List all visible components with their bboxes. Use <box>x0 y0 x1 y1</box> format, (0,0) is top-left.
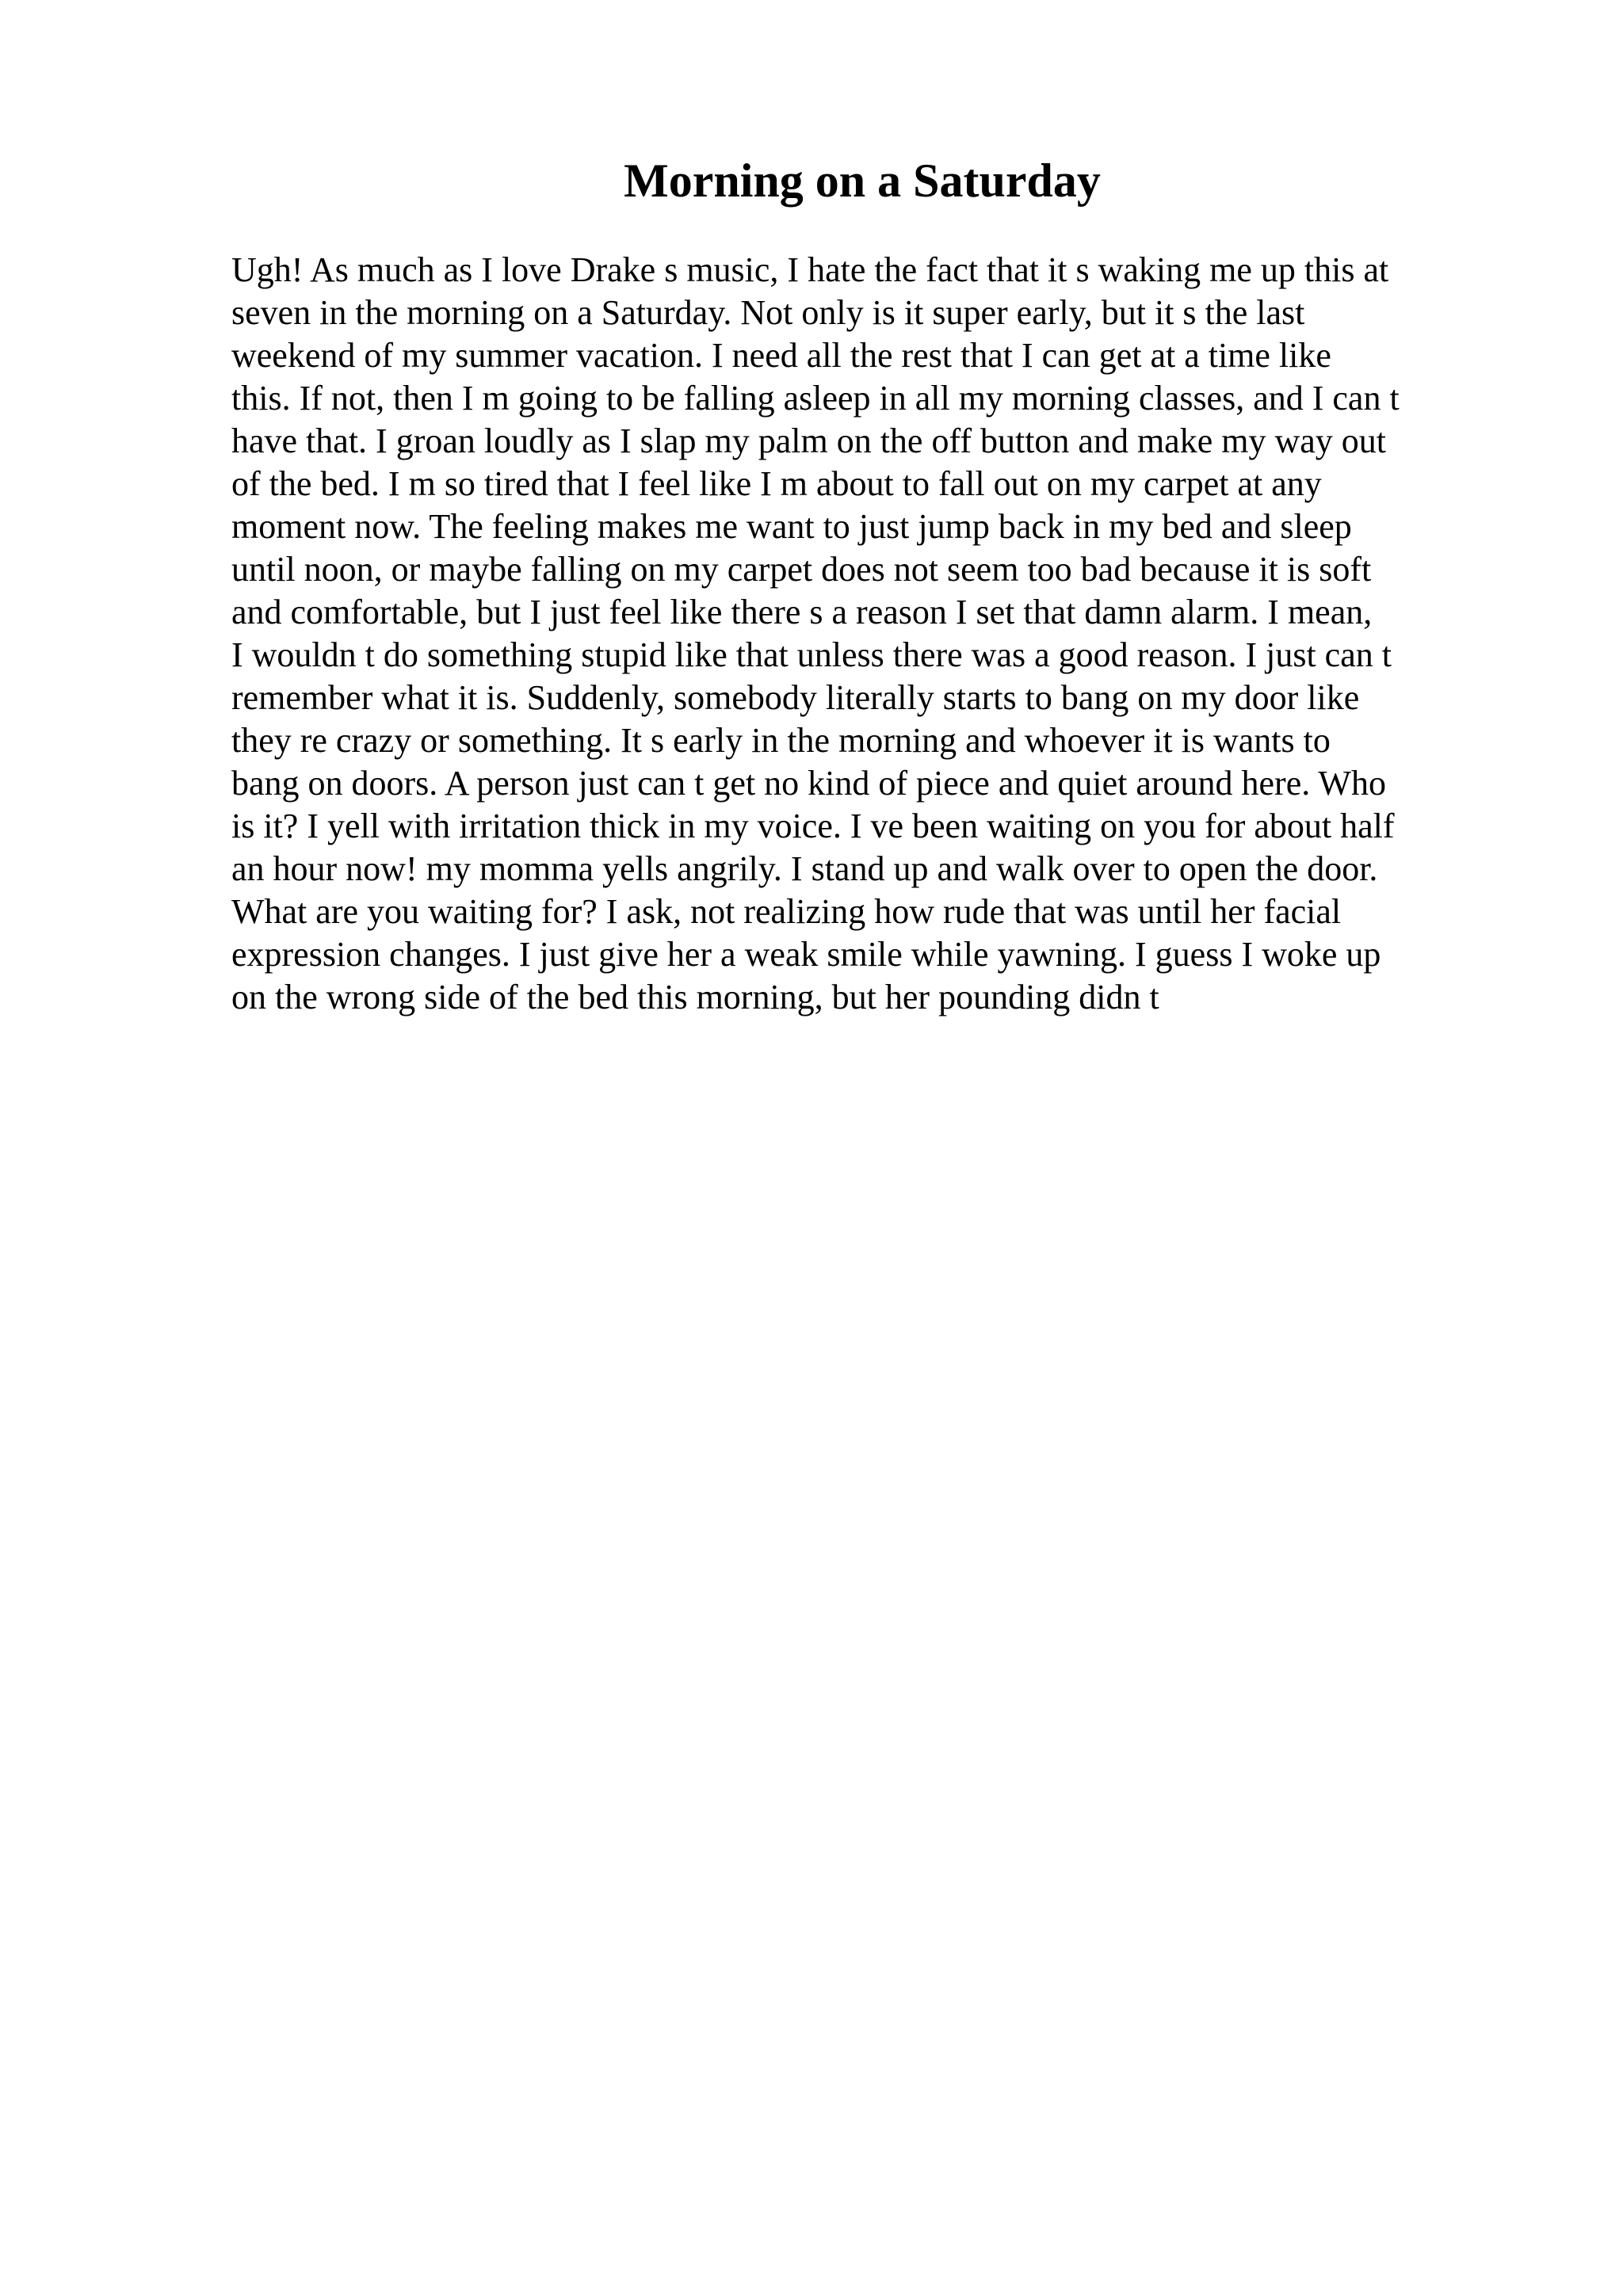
body-line: have that. I groan loudly as I slap my palm on the off button and make my way out <box>231 421 1386 460</box>
document-body <box>231 249 1499 1019</box>
body-line: weekend of my summer vacation. I need all the rest that I can get at a time like <box>231 336 1331 375</box>
body-line: bang on doors. A person just can t get no kind of piece and quiet around here. Who <box>231 764 1386 803</box>
body-line: and comfortable, but I just feel like there s a reason I set that damn alarm. I mean, <box>231 593 1373 631</box>
body-line: What are you waiting for? I ask, not realizing how rude that was until her facial <box>231 892 1342 931</box>
body-line: until noon, or maybe falling on my carpet does not seem too bad because it is soft <box>231 550 1372 589</box>
body-line: moment now. The feeling makes me want to just jump back in my bed and sleep <box>231 507 1352 546</box>
body-line: Ugh! As much as I love Drake s music, I hate the fact that it s waking me up this at <box>231 250 1389 289</box>
body-line: an hour now! my momma yells angrily. I stand up and walk over to open the door. <box>231 849 1378 888</box>
body-line: of the bed. I m so tired that I feel like I m about to fall out on my carpet at any <box>231 464 1322 503</box>
body-line: remember what it is. Suddenly, somebody literally starts to bang on my door like <box>231 678 1360 717</box>
body-line: they re crazy or something. It s early in the morning and whoever it is wants to <box>231 721 1331 760</box>
body-line: I wouldn t do something stupid like that unless there was a good reason. I just can t <box>231 635 1392 674</box>
body-line: seven in the morning on a Saturday. Not only is it super early, but it s the last <box>231 293 1305 332</box>
body-line: is it? I yell with irritation thick in my voice. I ve been waiting on you for about half <box>231 807 1395 845</box>
body-line: on the wrong side of the bed this morning, but her pounding didn t <box>231 978 1159 1016</box>
body-line: this. If not, then I m going to be falling asleep in all my morning classes, and I can t <box>231 379 1400 418</box>
body-line: expression changes. I just give her a weak smile while yawning. I guess I woke up <box>231 935 1381 974</box>
document-title: Morning on a Saturday <box>624 154 1101 207</box>
